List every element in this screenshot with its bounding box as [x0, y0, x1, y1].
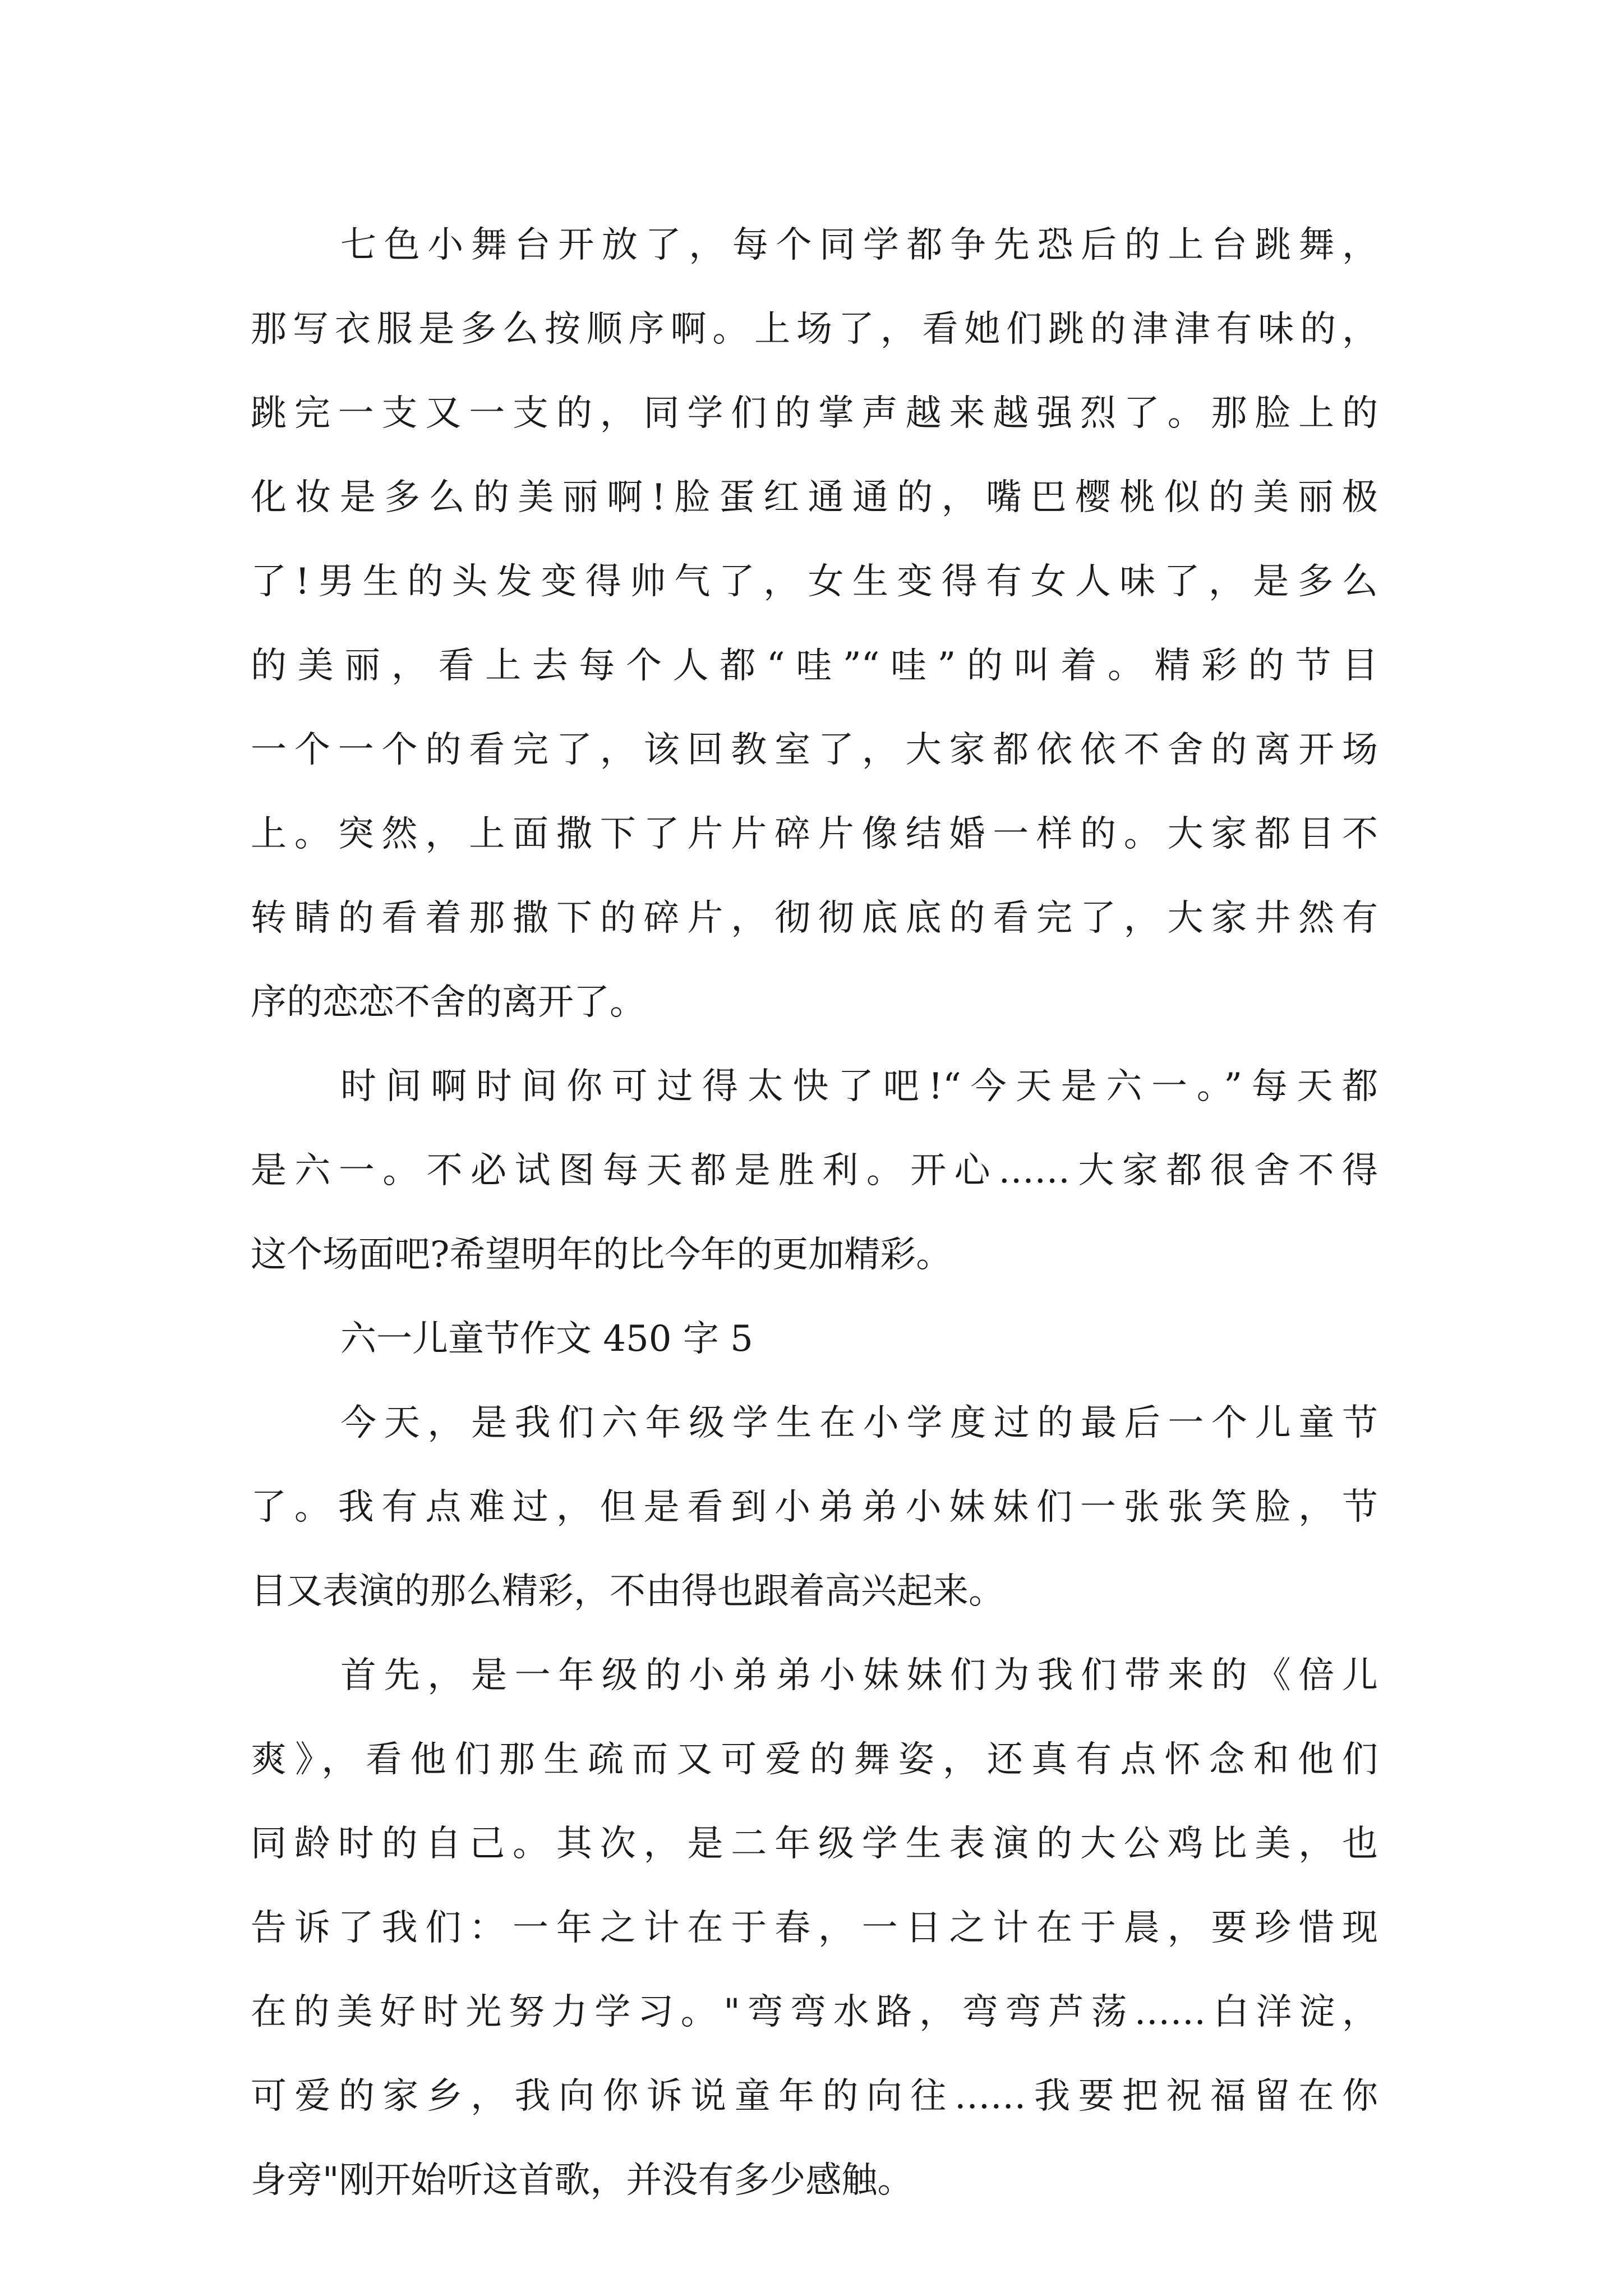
text-line: 首先，是一年级的小弟弟小妹妹们为我们带来的《倍儿 [340, 1655, 1378, 1696]
document-body [251, 203, 1378, 2223]
text-line: 跳完一支又一支的，同学们的掌声越来越强烈了。那脸上的 [251, 393, 1378, 434]
text-line: 可爱的家乡，我向你诉说童年的向往……我要把祝福留在你 [251, 2076, 1378, 2117]
text-line: 同龄时的自己。其次，是二年级学生表演的大公鸡比美，也 [251, 1823, 1378, 1865]
text-line: 了。我有点难过，但是看到小弟弟小妹妹们一张张笑脸，节 [251, 1487, 1378, 1528]
text-line: 目又表演的那么精彩，不由得也跟着高兴起来。 [251, 1571, 1004, 1612]
paragraph-1 [251, 203, 1378, 1045]
text-line: 的美丽，看上去每个人都“哇”“哇”的叫着。精彩的节目 [251, 645, 1378, 687]
text-line: 这个场面吧?希望明年的比今年的更加精彩。 [251, 1234, 952, 1276]
heading-line: 六一儿童节作文 450 字 5 [340, 1318, 753, 1360]
text-line: 转睛的看着那撒下的碎片，彻彻底底的看完了，大家井然有 [251, 898, 1378, 939]
text-line: 序的恋恋不舍的离开了。 [251, 982, 645, 1023]
text-line: 了!男生的头发变得帅气了，女生变得有女人味了，是多么 [251, 561, 1378, 602]
text-line: 今天，是我们六年级学生在小学度过的最后一个儿童节 [340, 1402, 1378, 1444]
text-line: 上。突然，上面撒下了片片碎片像结婚一样的。大家都目不 [251, 813, 1378, 855]
section-heading [251, 1297, 1378, 1381]
paragraph-3 [251, 1381, 1378, 1634]
text-line: 七色小舞台开放了，每个同学都争先恐后的上台跳舞， [340, 224, 1378, 266]
paragraph-2 [251, 1045, 1378, 1297]
text-line: 时间啊时间你可过得太快了吧!“今天是六一。”每天都 [340, 1066, 1378, 1107]
text-line: 爽》，看他们那生疏而又可爱的舞姿，还真有点怀念和他们 [251, 1739, 1378, 1780]
text-line: 在的美好时光努力学习。"弯弯水路，弯弯芦荡……白洋淀， [251, 1991, 1378, 2033]
text-line: 身旁"刚开始听这首歌，并没有多少感触。 [251, 2160, 914, 2201]
text-line: 是六一。不必试图每天都是胜利。开心……大家都很舍不得 [251, 1150, 1378, 1191]
text-line: 告诉了我们：一年之计在于春，一日之计在于晨，要珍惜现 [251, 1907, 1378, 1949]
text-line: 那写衣服是多么按顺序啊。上场了，看她们跳的津津有味的， [251, 309, 1378, 350]
paragraph-4 [251, 1634, 1378, 2223]
text-line: 一个一个的看完了，该回教室了，大家都依依不舍的离开场 [251, 729, 1378, 771]
text-line: 化妆是多么的美丽啊!脸蛋红通通的，嘴巴樱桃似的美丽极 [251, 477, 1378, 518]
